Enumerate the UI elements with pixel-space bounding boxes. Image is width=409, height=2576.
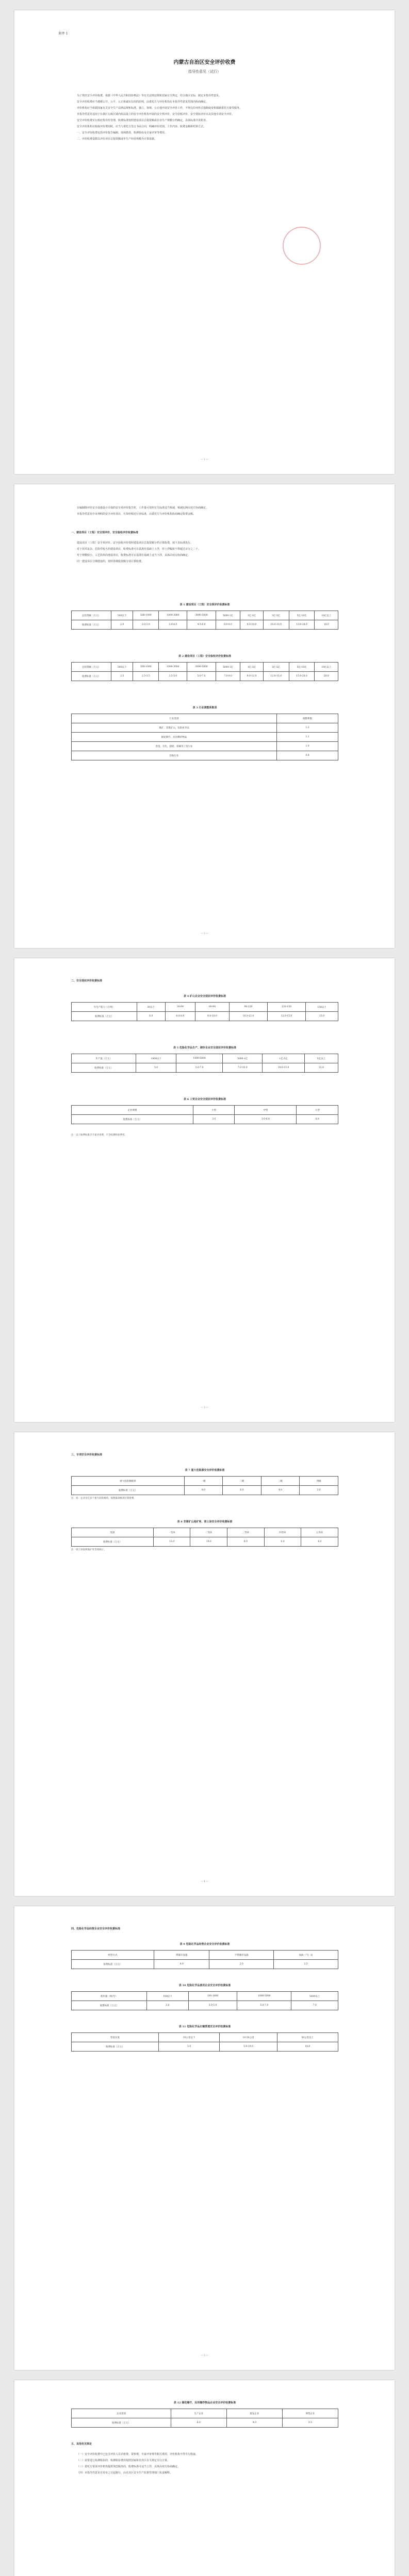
table-row — [72, 2418, 338, 2428]
table-cell: 收费标准（万元） — [72, 1063, 136, 1073]
table-header-cell: 加油（气）站 — [274, 1951, 338, 1960]
table-header-cell: 100以下 — [147, 1992, 189, 2001]
table-cell: 6.0 — [297, 1115, 338, 1124]
table-cell: 收费标准（万元） — [72, 2001, 147, 2010]
table-cell: 9.0-12.0 — [240, 672, 263, 681]
table-cell: 烟花爆竹、民用爆炸物品 — [72, 733, 277, 742]
table-cell: 20.0 — [315, 672, 338, 681]
table-header-cell: 一级 — [184, 1477, 223, 1486]
table-header-cell: 100-1000 — [188, 1992, 237, 2001]
table-header-cell: 500-1000 — [133, 663, 159, 672]
table-header-cell: 二等库 — [190, 1528, 227, 1537]
table-cell: 其他行业 — [72, 751, 277, 760]
table-header-cell: 1000-3000 — [159, 611, 187, 620]
table-header-cell: 3亿-5亿 — [263, 611, 289, 620]
table-row — [72, 2001, 338, 2010]
table-cell: 4.5-6.0 — [187, 620, 216, 630]
table-header-cell: 重大危险源级别 — [72, 1477, 185, 1486]
table-header-cell: 管道长度 — [72, 2033, 159, 2042]
table-header-cell: 不带储存设施 — [209, 1951, 274, 1960]
fee-table-12 — [71, 2409, 338, 2428]
body-paragraph: 同一建设项目分期建设的，按照各期投资额分别计算收费。 — [77, 560, 144, 563]
table-cell: 0.8 — [277, 751, 338, 760]
table-cell: 收费标准（万元） — [72, 1486, 185, 1495]
table-caption: 表 5 危险化学品生产、储存企业安全现状评价收费标准 — [173, 1046, 236, 1049]
body-paragraph: 安全评价收费实行政府指导价管理，收费标准按照建设项目总投资额或企业生产规模分档确定，具体标准详见附表。 — [77, 119, 209, 122]
table-header-cell: 5亿-10亿 — [289, 663, 315, 672]
table-cell: 5.0-7.0 — [187, 672, 216, 681]
table-header-cell: 30以下 — [137, 1003, 165, 1012]
table-row — [72, 1115, 338, 1124]
document-page-1 — [14, 10, 395, 474]
table-cell: 0.5 — [282, 2418, 338, 2428]
table-header-cell: 年生产能力（万吨） — [72, 1003, 137, 1012]
fee-table-10 — [71, 1991, 338, 2010]
table-row — [72, 1537, 338, 1547]
table-row — [72, 1960, 338, 1969]
table-cell: 10.0 — [190, 1537, 227, 1547]
section-heading: 四、危险化学品经营企业安全评价收费标准 — [71, 1927, 121, 1930]
table-cell: 收费标准（万元） — [72, 2418, 171, 2428]
page-number: — 1 — — [201, 459, 208, 461]
table-cell: 5.0-7.0 — [176, 1063, 223, 1073]
table-cell: 10.0-13.0 — [263, 620, 289, 630]
table-header-row — [72, 1992, 338, 2001]
table-header-cell: 150以上 — [305, 1003, 338, 1012]
body-paragraph: 本指导性意见适用于在我区行政区域内依法设立的安全评价机构开展的安全预评价、安全验收评价、安全现状评价以及其他专项安全评价。 — [77, 113, 235, 116]
table-caption: 表 7 重大危险源安全评价收费标准 — [185, 1469, 225, 1472]
table-header-row — [72, 1054, 338, 1063]
table-cell: 10.0 — [277, 2042, 338, 2052]
table-cell: 6.0 — [137, 1012, 165, 1021]
table-header-row — [72, 663, 338, 672]
document-page-6 — [14, 2380, 395, 2576]
body-paragraph: 对于技术复杂、危险性较大的建设项目，收费标准可在基准价基础上上浮，但上浮幅度不得超过百分之二十。 — [77, 548, 201, 551]
table-header-cell: 1000-5000 — [237, 1992, 291, 2001]
table-row — [72, 1012, 338, 1021]
table-cell: 8.0-10.0 — [195, 1012, 229, 1021]
table-cell: 收费标准（万元） — [72, 2042, 159, 2052]
page-number: — 5 — — [201, 2354, 208, 2357]
table-cell: 5.0 — [158, 2042, 219, 2052]
section-heading: 二、安全现状评价收费标准 — [71, 979, 103, 982]
table-row — [72, 620, 338, 630]
table-cell: 12.0-15.0 — [263, 672, 289, 681]
table-cell: 2.5 — [111, 672, 133, 681]
table-cell: 5.0 — [136, 1063, 176, 1073]
page6-body — [71, 2451, 338, 2476]
table-cell: 15.0-20.0 — [289, 672, 315, 681]
table-header-cell: 5000-1亿 — [223, 1054, 263, 1063]
fee-table-1 — [71, 611, 338, 630]
table-cell: 4.0 — [301, 1537, 338, 1547]
page-number: — 3 — — [201, 1406, 208, 1409]
body-paragraph: 一、安全评价收费包括评价报告编制、现场勘查、检测检验及专家评审等费用。 — [77, 131, 168, 134]
section-heading: 五、其他有关规定 — [71, 2443, 92, 2446]
table-cell: 3.0 — [300, 1486, 338, 1495]
table-cell: 7.0-10.0 — [223, 1063, 263, 1073]
table-cell: 8.0 — [227, 1537, 265, 1547]
table-header-cell: 一等库 — [153, 1528, 190, 1537]
table-header-cell: 总投资额（万元） — [72, 663, 111, 672]
table-cell: 5.0-10.0 — [220, 2042, 277, 2052]
table-cell: 8.0 — [184, 1486, 223, 1495]
table-header-cell: 5000以上 — [291, 1992, 338, 2001]
fee-table-9 — [71, 1950, 338, 1969]
body-paragraph: 为了规范安全评价收费，依据《中华人民共和国价格法》等有关法律法规和国家有关规定，结合我区实际，制定本指导性意见。 — [77, 94, 222, 97]
table-cell: 13.0-18.0 — [289, 620, 315, 630]
table-header-cell: 类别 — [72, 1528, 154, 1537]
table-header-cell: 三等库 — [227, 1528, 265, 1537]
table-caption: 表 8 非煤矿山尾矿库、排土场安全评价收费标准 — [177, 1520, 233, 1523]
table-header-cell: 5亿以上 — [304, 1054, 338, 1063]
fee-table-3 — [71, 714, 338, 760]
document-page-5 — [14, 1906, 395, 2370]
fee-table-6 — [71, 1105, 338, 1124]
body-paragraph: 安全评价机构在收取评价费用时，应当与委托方签订书面合同，明确评价范围、工作内容、收费金额和结算方式。 — [77, 125, 206, 128]
table-header-cell: 1000-3000 — [159, 663, 187, 672]
table-cell: 10.0-12.0 — [229, 1012, 267, 1021]
table-header-cell: 小型 — [193, 1106, 235, 1115]
table-header-cell: 5亿-10亿 — [289, 611, 315, 620]
table-caption: 表 10 危险化学品使用企业安全评价收费标准 — [178, 1984, 231, 1987]
table-header-cell: 1亿-3亿 — [240, 611, 263, 620]
fee-table-2 — [71, 662, 338, 681]
table-cell: 15.0 — [304, 1063, 338, 1073]
table-header-cell: 10亿以上 — [315, 611, 338, 620]
table-caption: 表 11 危险化学品长输管道安全评价收费标准 — [178, 2025, 231, 2028]
table-header-row — [72, 2409, 338, 2418]
table-cell: 3.0-5.0 — [188, 2001, 237, 2010]
table-row — [72, 672, 338, 681]
table-cell: 6.0 — [264, 1537, 301, 1547]
table-cell: 收费标准（万元） — [72, 620, 111, 630]
table-header-cell: 经营方式 — [72, 1951, 154, 1960]
table-cell: 收费标准（万元） — [72, 1115, 193, 1124]
fee-table-8 — [71, 1528, 338, 1547]
table-caption: 表 6 工贸企业安全现状评价收费标准 — [184, 1098, 226, 1101]
table-cell: 收费标准（万元） — [72, 1960, 154, 1969]
table-caption: 表 12 烟花爆竹、民用爆炸物品企业安全评价收费标准 — [173, 2401, 236, 2404]
table-header-cell: 500以下 — [111, 611, 133, 620]
table-header-cell: 1亿-3亿 — [240, 663, 263, 672]
table-caption: 表 2 建设项目（工程）安全验收评价收费标准 — [178, 655, 231, 658]
table-caption: 表 3 行业调整系数表 — [192, 706, 217, 709]
page1-body — [71, 93, 338, 142]
table-cell: 6.0 — [171, 2418, 226, 2428]
fee-table-7 — [71, 1476, 338, 1495]
table-header-cell: 企业规模 — [72, 1106, 193, 1115]
table-row — [72, 2042, 338, 2052]
body-paragraph: 安全评价收费应当遵循公开、公平、公正和诚实信用的原则，由委托方与评价机构在本指导性意见范围内协商确定。 — [77, 100, 209, 104]
table-note: 注：同一企业存在多个重大危险源的，按照最高级别计算收费。 — [71, 1497, 136, 1500]
body-paragraph: （二）需要进行检测检验的，检测检验费用按照国家和自治区有关规定另行计算。 — [77, 2459, 170, 2462]
table-cell: 4.0 — [226, 2418, 282, 2428]
table-cell: 6.0 — [223, 1486, 261, 1495]
table-header-cell: 四等库 — [264, 1528, 301, 1537]
table-header-cell: 年产值（万元） — [72, 1054, 136, 1063]
page2-intro — [71, 505, 338, 517]
section-heading: 三、专项安全评价收费标准 — [71, 1453, 103, 1456]
table-header-cell: 10亿以上 — [315, 663, 338, 672]
table-header-cell: 30-60 — [165, 1003, 195, 1012]
table-cell: 12.0 — [153, 1537, 190, 1547]
table-cell: 3.0-4.5 — [159, 620, 187, 630]
attachment-label: 附件 1 — [59, 32, 68, 36]
table-header-row — [72, 1477, 338, 1486]
table-row — [72, 1486, 338, 1495]
table-cell: 冶金、有色、建材、机械等工贸行业 — [72, 742, 277, 751]
table-header-row — [72, 611, 338, 620]
document-page-4 — [14, 1432, 395, 1896]
page-number: — 4 — — [201, 1880, 208, 1883]
table-cell: 8.0-10.0 — [240, 620, 263, 630]
table-cell: 2.5-3.5 — [133, 672, 159, 681]
body-paragraph: （四）本指导性意见自发布之日起施行，由自治区安全生产监督管理部门负责解释。 — [77, 2471, 173, 2475]
table-header-cell: 二级 — [223, 1477, 261, 1486]
table-note: 注：以上收费标准含专家评审费，不含检测检验费用。 — [71, 1134, 127, 1137]
document-title: 内蒙古自治区安全评价收费 — [173, 60, 236, 65]
table-header-cell: 3000-5000 — [187, 611, 216, 620]
table-header-cell: 10-50公里 — [220, 2033, 277, 2042]
body-paragraph: 二、评价收费基数以评价项目总投资额或年生产经营规模为计算依据。 — [77, 138, 157, 141]
table-caption: 表 1 建设项目（工程）安全预评价收费标准 — [179, 603, 230, 606]
section-heading: 一、建设项目（工程）安全预评价、安全验收评价收费标准 — [71, 531, 139, 534]
page-number: — 2 — — [201, 933, 208, 935]
body-paragraph: 评价机构应当依据国家有关安全生产法律法规和标准，独立、客观、公正地开展安全评价工作，不得以任何形式强制或变相强制委托方接受服务。 — [77, 107, 242, 110]
table-header-cell: 大型 — [297, 1106, 338, 1115]
document-page-3 — [14, 958, 395, 1422]
table-cell: 2.5 — [274, 1960, 338, 1969]
table-header-cell: 五等库 — [301, 1528, 338, 1537]
table-header-row — [72, 1951, 338, 1960]
document-subtitle: 指导性意见（试行） — [188, 70, 221, 74]
table-cell: 3.0 — [193, 1115, 235, 1124]
table-cell: 5.0-7.0 — [237, 2001, 291, 2010]
table-row — [72, 733, 338, 742]
table-cell: 2.0 — [111, 620, 133, 630]
table-header-row — [72, 1106, 338, 1115]
table-header-cell: 90-120 — [229, 1003, 267, 1012]
table-cell: 7.0 — [291, 2001, 338, 2010]
body-paragraph: 对于规模较小、工艺简单的建设项目，收费标准可在基准价基础上适当下浮，具体由双方协商确定。 — [77, 554, 191, 557]
table-cell: 1.0 — [277, 742, 338, 751]
table-caption: 表 4 矿山企业安全现状评价收费标准 — [184, 995, 226, 998]
table-cell: 7.0-9.0 — [216, 672, 240, 681]
table-row — [72, 742, 338, 751]
table-header-cell: 总投资额（万元） — [72, 611, 111, 620]
table-header-cell: 生产企业 — [171, 2409, 226, 2418]
table-header-cell: 3000-5000 — [187, 663, 216, 672]
fee-table-4 — [71, 1002, 338, 1021]
body-paragraph: 本指导性意见中未列明的安全评价项目，可参照相近行业标准，由委托方与评价机构协商确定收费金额。 — [77, 513, 196, 516]
fee-table-5 — [71, 1054, 338, 1073]
body-paragraph: 在编制除评价安全设施设计专篇的安全预评价报告时，工作量可按照有关标准适当核减，核减比例由双方协商确定。 — [77, 506, 209, 510]
table-header-cell: 带储存设施 — [154, 1951, 209, 1960]
document-page-2 — [14, 484, 395, 948]
table-header-cell: 120-150 — [267, 1003, 305, 1012]
table-header-cell: 60-90 — [195, 1003, 229, 1012]
table-caption: 表 9 危险化学品经营企业安全评价收费标准 — [179, 1943, 230, 1946]
body-paragraph: 建设项目（工程）安全预评价、安全验收评价按照建设项目总投资额分档计算收费，按下表标准执行。 — [77, 541, 193, 545]
table-header-cell: 1000-5000 — [176, 1054, 223, 1063]
table-header-cell: 零售企业 — [282, 2409, 338, 2418]
table-header-cell: 1000以下 — [136, 1054, 176, 1063]
table-header-row — [72, 1003, 338, 1012]
table-header-cell: 5000-1亿 — [216, 663, 240, 672]
table-cell: 收费标准（万元） — [72, 672, 111, 681]
table-header-row — [72, 1528, 338, 1537]
table-header-cell: 使用量（吨/年） — [72, 1992, 147, 2001]
table-cell: 煤矿、非煤矿山、危险化学品 — [72, 723, 277, 733]
table-note: 注：排土场参照尾矿库等别执行。 — [71, 1549, 106, 1551]
table-header-cell: 10公里以下 — [158, 2033, 219, 2042]
table-header-cell: 1亿-5亿 — [263, 1054, 304, 1063]
table-header-cell: 行业类别 — [72, 714, 277, 723]
table-cell: 12.0-15.0 — [267, 1012, 305, 1021]
table-header-row — [72, 714, 338, 723]
fee-table-11 — [71, 2032, 338, 2052]
table-header-cell: 50公里以上 — [277, 2033, 338, 2042]
table-cell: 3.5-5.0 — [159, 672, 187, 681]
table-row — [72, 1063, 338, 1073]
table-header-cell: 调整系数 — [277, 714, 338, 723]
table-cell: 1.2 — [277, 723, 338, 733]
table-cell: 收费标准（万元） — [72, 1012, 137, 1021]
table-cell: 收费标准（万元） — [72, 1537, 154, 1547]
table-row — [72, 723, 338, 733]
body-paragraph: （一）安全评价收费中已包含评价人员差旅费、资料费、专家评审费等相关费用，评价机构不得另行收取。 — [77, 2453, 199, 2456]
table-cell: 1.1 — [277, 733, 338, 742]
body-paragraph: （三）委托方要求评价机构提供加急服务的，收费标准可适当上浮，具体由双方协商确定。 — [77, 2465, 181, 2468]
table-header-cell: 四级 — [300, 1477, 338, 1486]
table-cell: 15.0 — [305, 1012, 338, 1021]
table-cell: 6.0-8.0 — [165, 1012, 195, 1021]
table-header-cell: 500以下 — [111, 663, 133, 672]
table-cell: 4.0 — [154, 1960, 209, 1969]
official-seal — [283, 227, 321, 265]
table-cell: 10.0-15.0 — [263, 1063, 304, 1073]
table-cell: 18.0 — [315, 620, 338, 630]
table-header-cell: 500-1000 — [133, 611, 159, 620]
page2-section-body — [71, 540, 338, 565]
table-header-cell: 中型 — [235, 1106, 297, 1115]
table-cell: 6.0-8.0 — [216, 620, 240, 630]
table-header-cell: 企业类别 — [72, 2409, 171, 2418]
table-header-cell: 批发企业 — [226, 2409, 282, 2418]
table-row — [72, 751, 338, 760]
table-cell: 3.0-6.0 — [235, 1115, 297, 1124]
table-header-cell: 3亿-5亿 — [263, 663, 289, 672]
table-header-cell: 三级 — [261, 1477, 300, 1486]
table-header-row — [72, 2033, 338, 2042]
table-cell: 4.0 — [261, 1486, 300, 1495]
table-cell: 2.0 — [209, 1960, 274, 1969]
table-cell: 3.0 — [147, 2001, 189, 2010]
table-header-cell: 5000-1亿 — [216, 611, 240, 620]
table-cell: 2.0-3.0 — [133, 620, 159, 630]
